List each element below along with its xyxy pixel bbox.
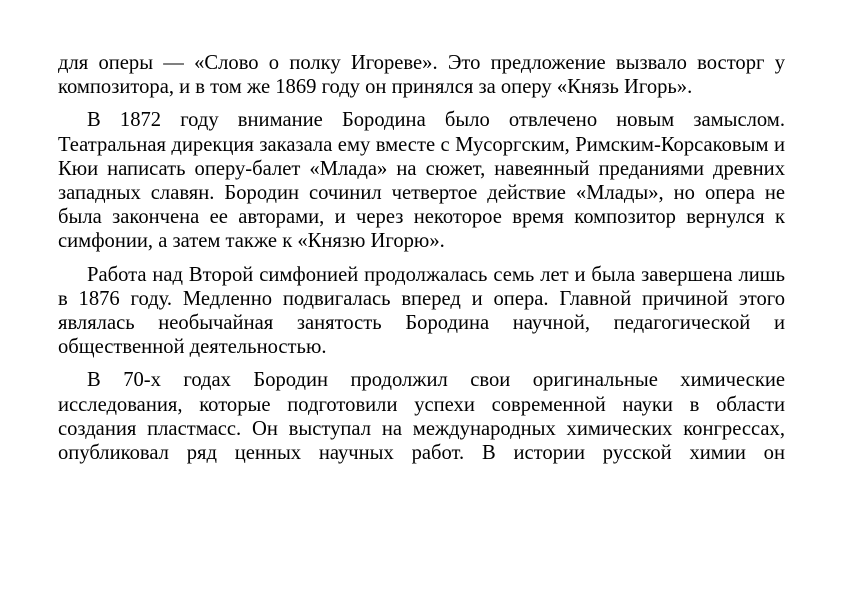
document-page — [58, 51, 785, 474]
paragraph-mlada: В 1872 году внимание Бородина было отвлечено новым замыслом. Театральная дирекция заказала ему вместе с Мусоргским, Римским-Корсаковым и Кюи написать оперу-балет «Млада» на сюжет, навеянный преданиями древних западных славян. Бородин сочинил четвертое действие «Млады», но опера не была закончена ее авторами, и через некоторое время композитор вернулся к симфонии, а затем также к «Князю Игорю». — [58, 109, 785, 253]
paragraph-opera-proposal: для оперы — «Слово о полку Игореве». Это предложение вызвало восторг у композитора, и в том же 1869 году он принялся за оперу «Князь Игорь». — [58, 52, 785, 99]
paragraph-second-symphony: Работа над Второй симфонией продолжалась семь лет и была завершена лишь в 1876 году. Медленно подвигалась вперед и опера. Главной причиной этого являлась необычайная занятость Бородина научной, педагогической и общественной деятельностью. — [58, 263, 785, 359]
paragraph-chemistry-research: В 70-х годах Бородин продолжил свои оригинальные химические исследования, которые подготовили успехи современной науки в области создания пластмасс. Он выступал на международных химических конгрессах, опубликовал ряд ценных научных работ. В истории русской химии он — [58, 369, 785, 465]
